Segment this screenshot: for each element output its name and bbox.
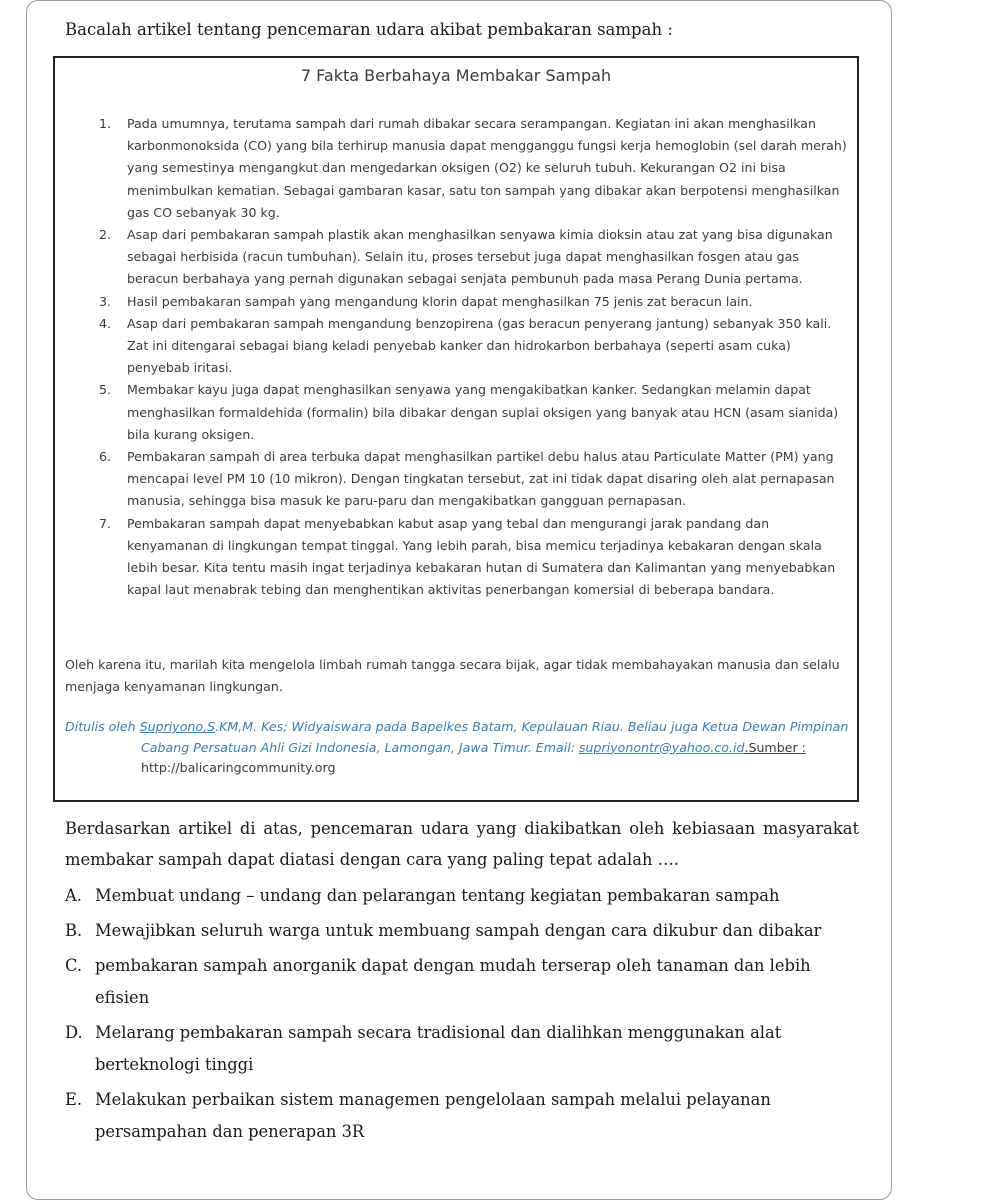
- option-text: Melarang pembakaran sampah secara tradisional dan dialihkan menggunakan alat berteknologi tinggi: [95, 1023, 782, 1074]
- option-text: Membuat undang – undang dan pelarangan tentang kegiatan pembakaran sampah: [95, 886, 780, 905]
- credit-prefix: Ditulis oleh: [65, 719, 140, 734]
- fact-item: [99, 446, 851, 513]
- article-credit: [65, 717, 851, 779]
- option-letter: C.: [65, 956, 83, 975]
- fact-item: [99, 313, 851, 380]
- answer-options: [65, 880, 865, 1151]
- fact-text: Pembakaran sampah di area terbuka dapat menghasilkan partikel debu halus atau Particulate Matter (PM) yang mencapai level PM 10 (10 mikron). Dengan tingkatan tersebut, zat ini tidak dapat disaring oleh alat pernapasan manusia, sehingga bisa masuk ke paru-paru dan mengakibatkan gangguan pernapasan.: [127, 449, 835, 509]
- fact-text: Asap dari pembakaran sampah plastik akan menghasilkan senyawa kimia dioksin atau zat yang bisa digunakan sebagai herbisida (racun tumbuhan). Selain itu, proses tersebut juga dapat menghasilkan fosgen atau gas beracun berbahaya yang pernah digunakan sebagai senjata pembunuh pada masa Perang Dunia pertama.: [127, 227, 833, 287]
- fact-list: [99, 113, 851, 601]
- option-text: Mewajibkan seluruh warga untuk membuang sampah dengan cara dikubur dan dibakar: [95, 921, 822, 940]
- credit-details: .KM,M. Kes; Widyaiswara pada Bapelkes Batam, Kepulauan Riau. Beliau juga Ketua Dewan Pimpinan Cabang Persatuan Ahli Gizi Indonesia, Lamongan, Jawa Timur. Email:: [141, 719, 849, 755]
- fact-item: [99, 113, 851, 224]
- article-box: [53, 56, 859, 802]
- source-label: .Sumber :: [744, 739, 806, 755]
- fact-item: [99, 224, 851, 291]
- fact-number: 1.: [99, 116, 112, 131]
- question-text: Berdasarkan artikel di atas, pencemaran udara yang diakibatkan oleh kebiasaan masyarakat membakar sampah dapat diatasi dengan cara yang paling tepat adalah ….: [65, 819, 859, 869]
- option-text: pembakaran sampah anorganik dapat dengan mudah terserap oleh tanaman dan lebih efisien: [95, 956, 811, 1007]
- fact-item: [99, 291, 851, 313]
- option-e[interactable]: [65, 1084, 865, 1148]
- fact-text: Pembakaran sampah dapat menyebabkan kabut asap yang tebal dan mengurangi jarak pandang dan kenyamanan di lingkungan tempat tinggal. Yang lebih parah, bisa memicu terjadinya kebakaran dengan skala lebih besar. Kita tentu masih ingat terjadinya kebakaran hutan di Sumatera dan Kalimantan yang menyebabkan kapal laut menabrak tebing dan menghentikan aktivitas penerbangan komersial di beberapa bandara.: [127, 515, 836, 598]
- option-letter: E.: [65, 1090, 83, 1109]
- option-d[interactable]: [65, 1017, 865, 1081]
- option-a[interactable]: [65, 880, 865, 912]
- fact-text: Pada umumnya, terutama sampah dari rumah dibakar secara serampangan. Kegiatan ini akan menghasilkan karbonmonoksida (CO) yang bila terhirup manusia dapat mengganggu fungsi kerja hemoglobin (sel darah merah) yang semestinya mengangkut dan mengedarkan oksigen (O2) ke seluruh tubuh. Kekurangan O2 ini bisa menimbulkan kematian. Sebagai gambaran kasar, satu ton sampah yang dibakar akan berpotensi menghasilkan gas CO sebanyak 30 kg.: [127, 116, 847, 220]
- fact-item: [99, 379, 851, 446]
- fact-number: 7.: [99, 515, 112, 531]
- option-letter: A.: [65, 886, 82, 905]
- fact-text: Membakar kayu juga dapat menghasilkan senyawa yang mengakibatkan kanker. Sedangkan melamin dapat menghasilkan formaldehida (formalin) bila dibakar dengan suplai oksigen yang banyak atau HCN (asam sianida) bila kurang oksigen.: [127, 382, 839, 442]
- fact-text: Asap dari pembakaran sampah mengandung benzopirena (gas beracun penyerang jantung) sebanyak 350 kali. Zat ini ditengarai sebagai biang keladi penyebab kanker dan hidrokarbon berbahaya (seperti asam cuka) penyebab iritasi.: [127, 315, 832, 376]
- fact-item: [99, 513, 851, 602]
- author-link[interactable]: Supriyono,S: [139, 719, 216, 734]
- fact-number: 3.: [99, 293, 112, 309]
- option-b[interactable]: [65, 915, 865, 947]
- option-text: Melakukan perbaikan sistem managemen pengelolaan sampah melalui pelayanan persampahan dan penerapan 3R: [95, 1090, 771, 1141]
- source-url: http://balicaringcommunity.org: [141, 760, 336, 775]
- fact-number: 4.: [99, 315, 112, 331]
- option-letter: D.: [65, 1023, 83, 1042]
- fact-text: Hasil pembakaran sampah yang mengandung klorin dapat menghasilkan 75 jenis zat beracun lain.: [127, 293, 753, 309]
- article-conclusion: Oleh karena itu, marilah kita mengelola limbah rumah tangga secara bijak, agar tidak membahayakan manusia dan selalu menjaga kenyamanan lingkungan.: [65, 657, 840, 694]
- article-title: 7 Fakta Berbahaya Membakar Sampah: [300, 66, 612, 85]
- fact-number: 6.: [99, 449, 112, 465]
- option-c[interactable]: [65, 950, 865, 1014]
- fact-number: 2.: [99, 227, 112, 243]
- option-letter: B.: [65, 921, 83, 940]
- email-link[interactable]: supriyonontr@yahoo.co.id: [579, 739, 745, 755]
- fact-number: 5.: [99, 382, 112, 398]
- intro-text: Bacalah artikel tentang pencemaran udara akibat pembakaran sampah :: [65, 20, 673, 39]
